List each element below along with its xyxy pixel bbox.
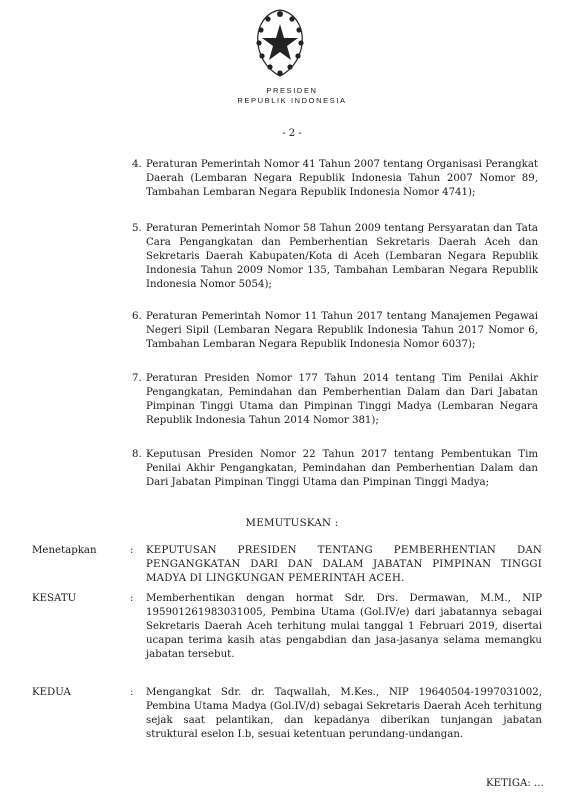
item-text: Peraturan Pemerintah Nomor 58 Tahun 2009 tentang Persyaratan dan Tata Cara Pengangkatan dan Pemberhentian Sekretaris Daerah Aceh dan Sekretaris Daerah Kabupaten/Kota di Aceh (Lembaran Negara Republik Indonesia Tahun 2009 Nomor 135, Tambahan Lembaran Negara Republik Indonesia Nomor 5054); [146, 223, 538, 290]
menetapkan-text: KEPUTUSAN PRESIDEN TENTANG PEMBERHENTIAN DAN PENGANGKATAN DARI DAN DALAM JABATAN PIMPINAN TINGGI MADYA DI LINGKUNGAN PEMERINTAH ACEH. [146, 545, 542, 584]
kesatu-colon: : [130, 593, 134, 604]
consideration-item-4 [132, 158, 538, 200]
item-number: 7. [132, 373, 142, 384]
kesatu-label: KESATU [32, 593, 77, 604]
kedua-colon: : [130, 687, 134, 698]
item-number: 6. [132, 311, 142, 322]
garuda-star-emblem-icon [248, 6, 312, 82]
header-presiden: PRESIDEN [266, 86, 318, 95]
consideration-item-6 [132, 310, 538, 352]
kedua-label: KEDUA [32, 687, 71, 698]
item-number: 8. [132, 449, 142, 460]
menetapkan-colon: : [130, 545, 134, 556]
decision-heading: MEMUTUSKAN : [245, 518, 339, 529]
kedua-text: Mengangkat Sdr. dr. Taqwallah, M.Kes., NIP 19640504-1997031002, Pembina Utama Madya (Gol.IV/d) sebagai Sekretaris Daerah Aceh terhitung sejak saat pelantikan, dan kepadanya diberikan tunjangan jabatan struktural eselon I.b, sesuai ketentuan perundang-undangan. [146, 687, 542, 740]
item-text: Peraturan Pemerintah Nomor 11 Tahun 2017 tentang Manajemen Pegawai Negeri Sipil (Lembaran Negara Republik Indonesia Tahun 2017 Nomor 6, Tambahan Lembaran Negara Republik Indonesia Nomor 6037); [146, 311, 538, 350]
menetapkan-label: Menetapkan [32, 545, 97, 556]
consideration-item-7 [132, 372, 538, 428]
item-text: Peraturan Pemerintah Nomor 41 Tahun 2007 tentang Organisasi Perangkat Daerah (Lembaran Negara Republik Indonesia Tahun 2007 Nomor 89, Tambahan Lembaran Negara Republik Indonesia Nomor 4741); [146, 159, 538, 198]
header-republik-indonesia: REPUBLIK INDONESIA [237, 96, 347, 105]
item-number: 4. [132, 159, 142, 170]
item-text: Peraturan Presiden Nomor 177 Tahun 2014 tentang Tim Penilai Akhir Pengangkatan, Pemindahan dan Pemberhentian Dalam dan Dari Jabatan Pimpinan Tinggi Utama dan Pimpinan Tinggi Madya (Lembaran Negara Republik Indonesia Tahun 2014 Nomor 381); [146, 373, 538, 426]
item-number: 5. [132, 223, 142, 234]
page-number: - 2 - [282, 128, 302, 139]
continuation-marker: KETIGA: ... [486, 778, 544, 789]
item-text: Keputusan Presiden Nomor 22 Tahun 2017 tentang Pembentukan Tim Penilai Akhir Pengangkatan, Pemindahan dan Pemberhentian Dalam dan Dari Jabatan Pimpinan Tinggi Utama dan Pimpinan Tinggi Madya; [146, 449, 538, 488]
consideration-item-8 [132, 448, 538, 490]
consideration-item-5 [132, 222, 538, 292]
kesatu-text: Memberhentikan dengan hormat Sdr. Drs. Dermawan, M.M., NIP 195901261983031005, Pembina Utama (Gol.IV/e) dari jabatannya sebagai Sekretaris Daerah Aceh terhitung mulai tanggal 1 Februari 2019, disertai ucapan terima kasih atas pengabdian dan jasa-jasanya selama memangku jabatan tersebut. [146, 593, 542, 660]
